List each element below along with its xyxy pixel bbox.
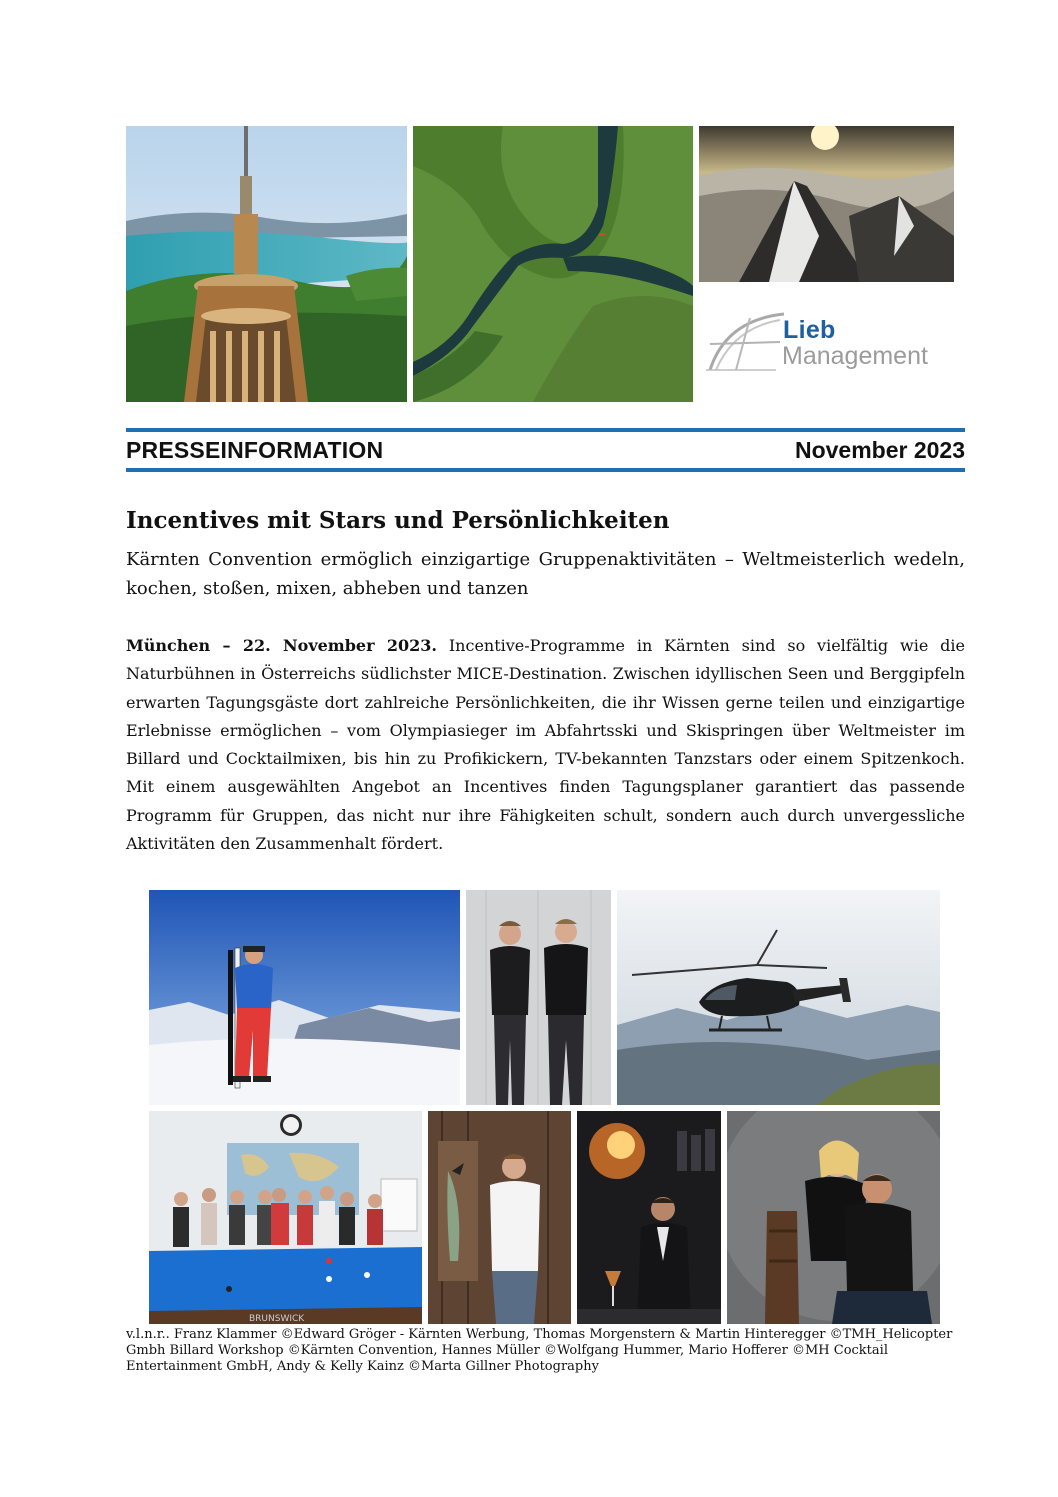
article-body-text: Incentive-Programme in Kärnten sind so vielfältig wie die Naturbühnen in Österreichs südlichster MICE-Destination. Zwischen idyllischen Seen und Berggipfeln erwarten Tagungsgäste dort zahlreiche Persönlichkeiten, die ihr Wissen gerne teilen und einzigartige Erlebnisse ermöglichen – vom Olympiasieger im Abfahrtsski und Skispringen über Weltmeister im Billard und Cocktailmixen, bis hin zu Profikickern, TV-bekannten Tanzstars oder einem Spitzenkoch. Mit einem ausgewählten Angebot an Incentives finden Tagungsplaner garantiert das passende Programm für Gruppen, das nicht nur ihre Fähigkeiten schult, sondern auch durch unvergessliche Aktivitäten den Zusammenhalt fördert.	[126, 636, 966, 854]
header-rule-bottom	[126, 468, 965, 472]
article-dateline: München – 22. November 2023.	[126, 636, 437, 655]
gallery-photo-bartender	[577, 1111, 721, 1324]
header-rule-top	[126, 428, 965, 432]
photo-caption: v.l.n.r.. Franz Klammer ©Edward Gröger - Kärnten Werbung, Thomas Morgenstern & Martin Hinteregger ©TMH_Helicopter Gmbh Billard Workshop ©Kärnten Convention, Hannes Müller ©Wolfgang Hummer, Mario Hofferer ©MH Cocktail Entertainment GmbH, Andy & Kelly Kainz ©Marta Gillner Photography	[126, 1327, 953, 1374]
logo-text-lieb: Lieb	[783, 316, 836, 344]
gallery-photo-dance-couple	[727, 1111, 940, 1324]
press-date: November 2023	[794, 437, 965, 463]
article-body	[126, 632, 965, 858]
lieb-management-logo	[706, 308, 954, 378]
gallery-photo-helicopter	[617, 890, 940, 1105]
gallery-photo-chef-with-fish	[428, 1111, 571, 1324]
billiard-table-brand: BRUNSWICK	[249, 1314, 305, 1324]
logo-arc-mark	[706, 308, 786, 374]
press-label: PRESSEINFORMATION	[126, 437, 384, 463]
header-photo-observation-tower	[126, 126, 407, 402]
header-photo-reed-river	[413, 126, 693, 402]
header-photo-mountain-peak	[699, 126, 954, 282]
gallery-photo-billiard-group	[149, 1111, 422, 1324]
gallery-photo-two-athletes	[466, 890, 611, 1105]
article-subline: Kärnten Convention ermöglich einzigartige Gruppenaktivitäten – Weltmeisterlich wedeln, kochen, stoßen, mixen, abheben und tanzen	[126, 549, 965, 599]
article-headline: Incentives mit Stars und Persönlichkeiten	[126, 507, 670, 534]
gallery-photo-skier	[149, 890, 460, 1105]
logo-text-management: Management	[782, 342, 928, 370]
